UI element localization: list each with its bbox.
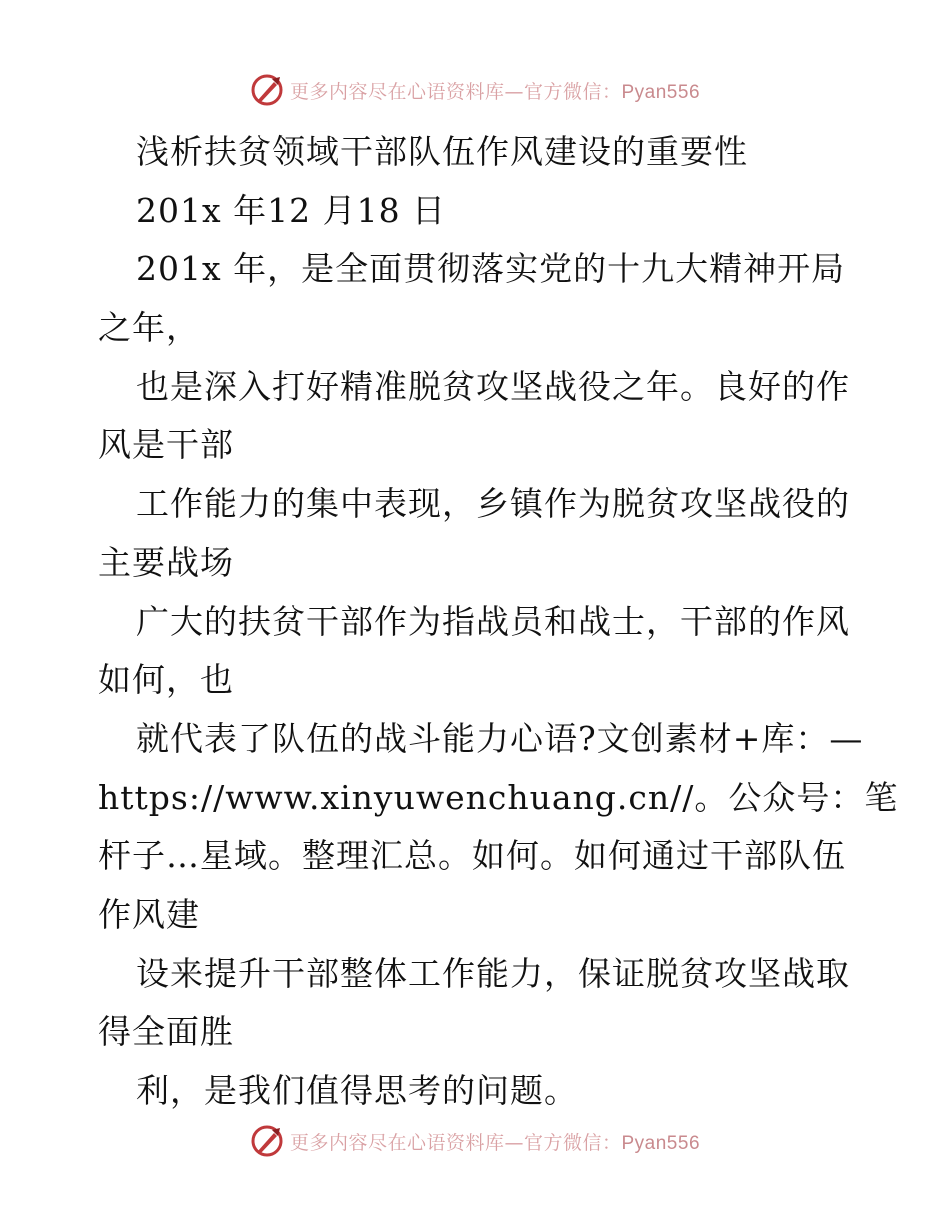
footer-banner-separator: — [504, 1131, 524, 1154]
paragraph-line: 工作能力的集中表现，乡镇作为脱贫攻坚战役的 [136, 484, 850, 524]
paragraph-line: 风是干部 [98, 425, 234, 465]
paragraph-line: 杆子…星域。整理汇总。如何。如何通过干部队伍 [98, 836, 846, 876]
header-banner-title: 更多内容尽在心语资料库 [289, 80, 505, 103]
header-wechat-label: 官方微信： [523, 80, 622, 103]
footer-wechat-id: Pyan556 [621, 1132, 701, 1154]
paragraph-line: 作风建 [98, 894, 200, 934]
paragraph-line: 就代表了队伍的战斗能力心语?文创素材+库：— [136, 718, 864, 758]
paragraph-line: 201x 年，是全面贯彻落实党的十九大精神开局 [136, 249, 846, 289]
quill-pen-logo-icon [250, 1124, 284, 1158]
document-date: 201x 年12 月18 日 [136, 190, 447, 230]
quill-pen-logo-icon [250, 73, 284, 107]
header-banner [0, 70, 950, 110]
paragraph-line: 主要战场 [98, 542, 234, 582]
paragraph-line-url: https://www.xinyuwenchuang.cn//。公众号：笔 [98, 777, 899, 817]
document-body [98, 123, 899, 1121]
paragraph-line: 利，是我们值得思考的问题。 [136, 1071, 578, 1110]
header-banner-separator: — [504, 80, 524, 103]
paragraph-line: 广大的扶贫干部作为指战员和战士，干部的作风 [136, 601, 850, 641]
document-title: 浅析扶贫领域干部队伍作风建设的重要性 [136, 132, 748, 171]
paragraph-line: 如何，也 [98, 660, 234, 700]
footer-banner [0, 1121, 950, 1161]
header-wechat-id: Pyan556 [621, 81, 701, 103]
paragraph-line: 得全面胜 [98, 1012, 234, 1052]
paragraph-line: 设来提升干部整体工作能力，保证脱贫攻坚战取 [136, 953, 850, 993]
paragraph-line: 也是深入打好精准脱贫攻坚战役之年。良好的作 [136, 366, 850, 406]
footer-banner-title: 更多内容尽在心语资料库 [289, 1131, 505, 1154]
header-banner-text [290, 77, 700, 104]
footer-wechat-label: 官方微信： [523, 1131, 622, 1154]
paragraph-line: 之年， [98, 308, 200, 348]
footer-banner-text [290, 1128, 700, 1155]
